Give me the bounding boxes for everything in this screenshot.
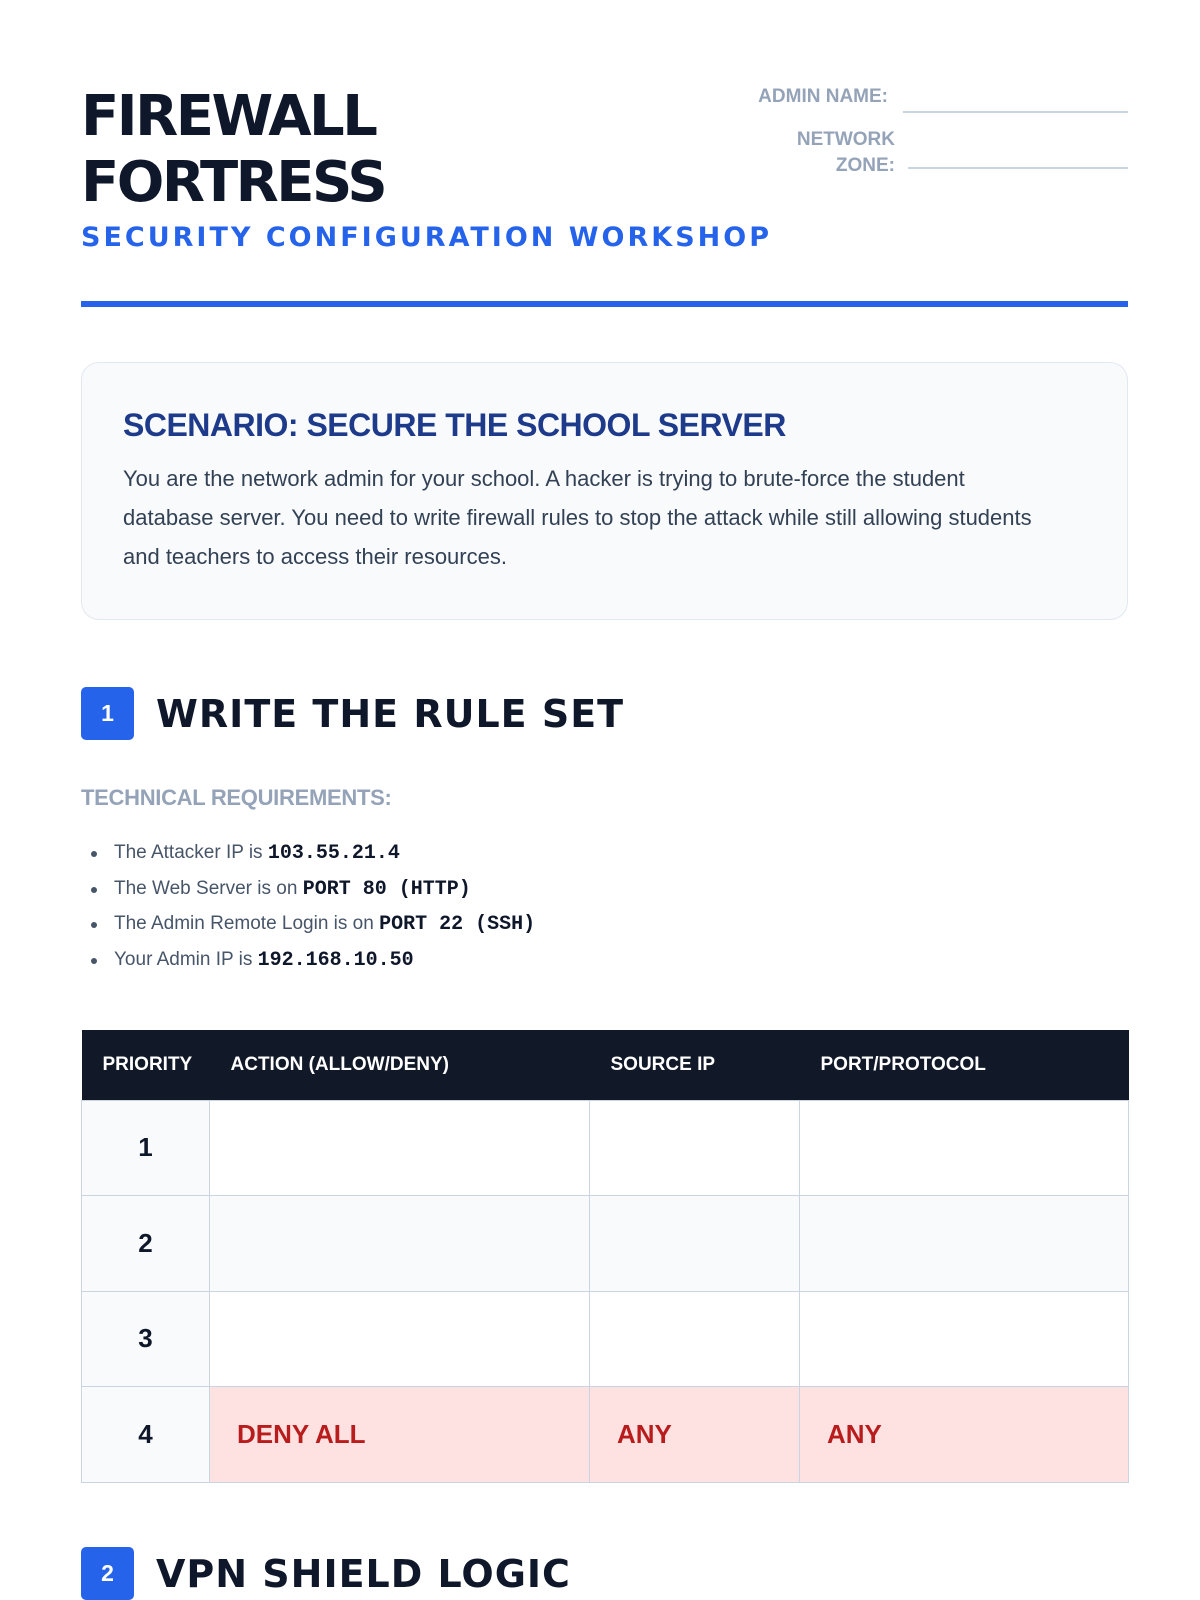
scenario-text: You are the network admin for your school. A hacker is trying to brute-force the student database server. You need to write firewall rules to stop the attack while still allowing students and teachers to access their resources. [123, 466, 1032, 569]
priority-cell: 1 [82, 1100, 210, 1196]
section-1-number: 1 [81, 687, 134, 740]
source-ip-cell[interactable] [590, 1291, 800, 1387]
admin-name-label: ADMIN NAME: [758, 86, 888, 107]
scenario-card [81, 362, 1128, 620]
table-row [82, 1100, 1129, 1196]
admin-name-line[interactable] [903, 111, 1128, 113]
priority-cell: 2 [82, 1196, 210, 1292]
header-action: ACTION (ALLOW/DENY) [210, 1030, 590, 1100]
header-priority: PRIORITY [82, 1030, 210, 1100]
worksheet-header [81, 0, 1128, 310]
section-2-title: VPN SHIELD LOGIC [156, 1551, 571, 1596]
worksheet-page [81, 0, 1128, 1596]
port-cell[interactable] [800, 1291, 1129, 1387]
source-ip-cell[interactable] [590, 1100, 800, 1196]
title-line-2: FORTRESS [81, 150, 386, 215]
priority-cell: 4 [82, 1387, 210, 1483]
action-cell: DENY ALL [210, 1387, 590, 1483]
section-2-number: 2 [81, 1547, 134, 1600]
network-zone-line[interactable] [908, 167, 1128, 169]
source-ip-cell: ANY [590, 1387, 800, 1483]
port-cell: ANY [800, 1387, 1129, 1483]
title-line-1: FIREWALL [81, 84, 376, 149]
worksheet-subtitle: SECURITY CONFIGURATION WORKSHOP [81, 222, 773, 253]
requirement-item: Your Admin IP is 192.168.10.50 [91, 945, 535, 981]
action-cell[interactable] [210, 1196, 590, 1292]
action-cell[interactable] [210, 1100, 590, 1196]
table-row [82, 1387, 1129, 1483]
requirements-label: TECHNICAL REQUIREMENTS: [81, 785, 392, 810]
admin-name-field[interactable] [741, 84, 1128, 128]
source-ip-cell[interactable] [590, 1196, 800, 1292]
action-cell[interactable] [210, 1291, 590, 1387]
section-2-heading [81, 1547, 571, 1600]
table-row [82, 1291, 1129, 1387]
port-cell[interactable] [800, 1100, 1129, 1196]
header-port-protocol: PORT/PROTOCOL [800, 1030, 1129, 1100]
port-cell[interactable] [800, 1196, 1129, 1292]
section-1-title: WRITE THE RULE SET [156, 691, 625, 736]
scenario-title: SCENARIO: SECURE THE SCHOOL SERVER [123, 407, 786, 443]
header-divider [81, 301, 1128, 307]
requirements-list [91, 838, 535, 980]
section-1-heading [81, 687, 624, 740]
rule-set-table [81, 1030, 1129, 1483]
student-fields [741, 84, 1128, 176]
requirement-item: The Attacker IP is 103.55.21.4 [91, 838, 535, 874]
worksheet-title [81, 84, 561, 216]
requirement-item: The Web Server is on PORT 80 (HTTP) [91, 874, 535, 910]
network-zone-field[interactable] [741, 127, 1128, 176]
table-row [82, 1196, 1129, 1292]
table-header-row [82, 1030, 1129, 1100]
requirement-item: The Admin Remote Login is on PORT 22 (SSH) [91, 909, 535, 945]
header-source-ip: SOURCE IP [590, 1030, 800, 1100]
network-zone-label: NETWORK ZONE: [796, 129, 895, 176]
priority-cell: 3 [82, 1291, 210, 1387]
